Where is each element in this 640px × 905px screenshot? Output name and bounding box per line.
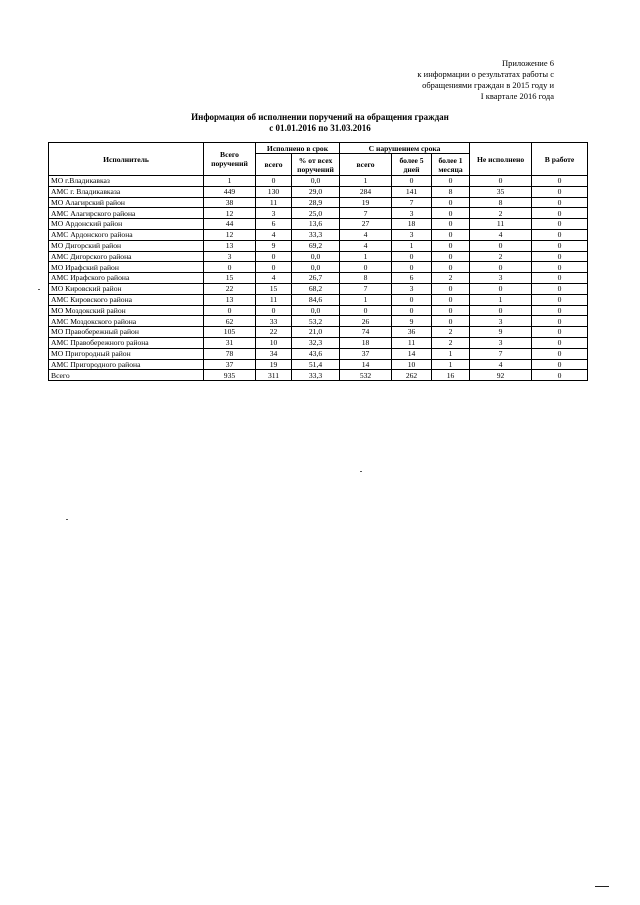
- cell-over-1-month: 0: [432, 251, 470, 262]
- cell-total-orders: 13: [204, 294, 256, 305]
- cell-not-executed: 3: [470, 273, 532, 284]
- cell-in-progress: 0: [532, 208, 588, 219]
- header-violation: С нарушением срока: [340, 143, 470, 154]
- cell-on-time-total: 10: [256, 337, 292, 348]
- cell-over-1-month: 0: [432, 208, 470, 219]
- cell-on-time-percent: 0,0: [292, 251, 340, 262]
- cell-in-progress: 0: [532, 262, 588, 273]
- cell-total-orders: 449: [204, 186, 256, 197]
- cell-over-1-month: 0: [432, 305, 470, 316]
- cell-over-1-month: 8: [432, 186, 470, 197]
- cell-on-time-total: 3: [256, 208, 292, 219]
- header-violation-total: всего: [340, 154, 392, 176]
- cell-on-time-percent: 28,9: [292, 197, 340, 208]
- cell-on-time-total: 4: [256, 273, 292, 284]
- cell-on-time-percent: 0,0: [292, 176, 340, 187]
- cell-on-time-total: 0: [256, 305, 292, 316]
- table-row: [49, 240, 588, 251]
- cell-on-time-total: 0: [256, 251, 292, 262]
- cell-in-progress: 0: [532, 305, 588, 316]
- cell-in-progress: 0: [532, 327, 588, 338]
- cell-not-executed: 9: [470, 327, 532, 338]
- cell-over-5-days: 141: [392, 186, 432, 197]
- cell-executor: МО Алагирский район: [49, 197, 204, 208]
- cell-over-5-days: 11: [392, 337, 432, 348]
- cell-violation-total: 37: [340, 348, 392, 359]
- cell-in-progress: 0: [532, 219, 588, 230]
- cell-total-orders: 15: [204, 273, 256, 284]
- cell-total-orders: 935: [204, 370, 256, 381]
- cell-over-5-days: 36: [392, 327, 432, 338]
- title-line-1: Информация об исполнении поручений на обращения граждан: [191, 112, 449, 122]
- cell-not-executed: 92: [470, 370, 532, 381]
- cell-not-executed: 2: [470, 251, 532, 262]
- cell-violation-total: 18: [340, 337, 392, 348]
- header-over-5-days: более 5 дней: [392, 154, 432, 176]
- table-row: [49, 197, 588, 208]
- cell-on-time-total: 130: [256, 186, 292, 197]
- cell-over-5-days: 1: [392, 240, 432, 251]
- cell-total-orders: 0: [204, 305, 256, 316]
- cell-executor: АМС Алагирского района: [49, 208, 204, 219]
- cell-violation-total: 27: [340, 219, 392, 230]
- header-total-orders: Всего поручений: [204, 143, 256, 176]
- table-row: [49, 283, 588, 294]
- table-row: [49, 305, 588, 316]
- table-row: [49, 251, 588, 262]
- cell-over-1-month: 0: [432, 262, 470, 273]
- cell-over-5-days: 18: [392, 219, 432, 230]
- cell-violation-total: 26: [340, 316, 392, 327]
- table-row: [49, 348, 588, 359]
- cell-over-5-days: 14: [392, 348, 432, 359]
- cell-in-progress: 0: [532, 370, 588, 381]
- report-table-body: [49, 176, 588, 381]
- cell-executor: АМС Дигорского района: [49, 251, 204, 262]
- cell-on-time-percent: 43,6: [292, 348, 340, 359]
- header-in-progress: В работе: [532, 143, 588, 176]
- cell-over-1-month: 2: [432, 337, 470, 348]
- cell-total-orders: 44: [204, 219, 256, 230]
- cell-on-time-percent: 84,6: [292, 294, 340, 305]
- cell-over-1-month: 2: [432, 327, 470, 338]
- cell-in-progress: 0: [532, 273, 588, 284]
- cell-not-executed: 1: [470, 294, 532, 305]
- table-row: [49, 219, 588, 230]
- cell-on-time-percent: 29,0: [292, 186, 340, 197]
- cell-executor: АМС Правобережного района: [49, 337, 204, 348]
- cell-not-executed: 11: [470, 219, 532, 230]
- table-row: [49, 273, 588, 284]
- cell-over-1-month: 0: [432, 294, 470, 305]
- cell-in-progress: 0: [532, 197, 588, 208]
- cell-not-executed: 4: [470, 359, 532, 370]
- cell-executor: АМС Пригородного района: [49, 359, 204, 370]
- cell-not-executed: 0: [470, 240, 532, 251]
- cell-in-progress: 0: [532, 359, 588, 370]
- cell-on-time-total: 33: [256, 316, 292, 327]
- cell-total-orders: 62: [204, 316, 256, 327]
- appendix-header: [354, 58, 554, 102]
- cell-violation-total: 19: [340, 197, 392, 208]
- cell-on-time-total: 11: [256, 197, 292, 208]
- scan-speck: [66, 519, 68, 520]
- cell-over-1-month: 0: [432, 197, 470, 208]
- cell-on-time-total: 9: [256, 240, 292, 251]
- cell-total-orders: 0: [204, 262, 256, 273]
- cell-on-time-percent: 33,3: [292, 229, 340, 240]
- header-over-1-month: более 1 месяца: [432, 154, 470, 176]
- cell-not-executed: 4: [470, 229, 532, 240]
- cell-over-5-days: 0: [392, 176, 432, 187]
- cell-over-5-days: 10: [392, 359, 432, 370]
- cell-violation-total: 1: [340, 294, 392, 305]
- report-table: [48, 142, 588, 381]
- cell-violation-total: 4: [340, 240, 392, 251]
- cell-in-progress: 0: [532, 283, 588, 294]
- cell-executor: МО Кировский район: [49, 283, 204, 294]
- cell-over-1-month: 2: [432, 273, 470, 284]
- cell-not-executed: 0: [470, 305, 532, 316]
- cell-on-time-percent: 13,6: [292, 219, 340, 230]
- scan-speck: [360, 471, 362, 472]
- header-on-time-total: всего: [256, 154, 292, 176]
- cell-executor: МО Дигорский район: [49, 240, 204, 251]
- cell-total-orders: 1: [204, 176, 256, 187]
- title-line-2: с 01.01.2016 по 31.03.2016: [269, 123, 371, 133]
- cell-in-progress: 0: [532, 229, 588, 240]
- cell-over-1-month: 0: [432, 240, 470, 251]
- cell-on-time-total: 19: [256, 359, 292, 370]
- cell-on-time-percent: 21,0: [292, 327, 340, 338]
- cell-on-time-total: 15: [256, 283, 292, 294]
- cell-in-progress: 0: [532, 316, 588, 327]
- table-row: [49, 327, 588, 338]
- cell-violation-total: 0: [340, 262, 392, 273]
- cell-over-1-month: 0: [432, 283, 470, 294]
- cell-on-time-percent: 26,7: [292, 273, 340, 284]
- cell-on-time-percent: 25,0: [292, 208, 340, 219]
- cell-over-5-days: 0: [392, 294, 432, 305]
- cell-executor: АМС Ирафского района: [49, 273, 204, 284]
- cell-on-time-percent: 33,3: [292, 370, 340, 381]
- cell-violation-total: 0: [340, 305, 392, 316]
- cell-total-orders: 31: [204, 337, 256, 348]
- table-row: [49, 337, 588, 348]
- cell-on-time-total: 22: [256, 327, 292, 338]
- scan-mark: [595, 886, 609, 887]
- appendix-line: Приложение 6: [502, 58, 554, 68]
- cell-in-progress: 0: [532, 251, 588, 262]
- cell-on-time-percent: 68,2: [292, 283, 340, 294]
- cell-executor: МО Правобережный район: [49, 327, 204, 338]
- cell-over-1-month: 0: [432, 229, 470, 240]
- cell-over-5-days: 9: [392, 316, 432, 327]
- cell-not-executed: 8: [470, 197, 532, 208]
- cell-on-time-total: 11: [256, 294, 292, 305]
- table-row: [49, 176, 588, 187]
- cell-not-executed: 7: [470, 348, 532, 359]
- table-row: [49, 229, 588, 240]
- cell-on-time-total: 4: [256, 229, 292, 240]
- cell-on-time-total: 311: [256, 370, 292, 381]
- table-row: [49, 294, 588, 305]
- cell-executor: АМС Ардонского района: [49, 229, 204, 240]
- cell-on-time-percent: 0,0: [292, 305, 340, 316]
- cell-on-time-percent: 69,2: [292, 240, 340, 251]
- cell-on-time-percent: 32,3: [292, 337, 340, 348]
- cell-over-5-days: 262: [392, 370, 432, 381]
- cell-total-orders: 105: [204, 327, 256, 338]
- cell-not-executed: 0: [470, 283, 532, 294]
- cell-on-time-total: 0: [256, 262, 292, 273]
- cell-over-5-days: 6: [392, 273, 432, 284]
- cell-on-time-total: 34: [256, 348, 292, 359]
- header-not-executed: Не исполнено: [470, 143, 532, 176]
- cell-executor: МО Пригородный район: [49, 348, 204, 359]
- cell-total-orders: 13: [204, 240, 256, 251]
- cell-violation-total: 7: [340, 208, 392, 219]
- appendix-line: обращениями граждан в 2015 году и: [422, 80, 554, 90]
- cell-not-executed: 3: [470, 316, 532, 327]
- cell-violation-total: 532: [340, 370, 392, 381]
- cell-total-orders: 3: [204, 251, 256, 262]
- cell-executor: АМС Моздокского района: [49, 316, 204, 327]
- cell-over-5-days: 3: [392, 208, 432, 219]
- cell-violation-total: 8: [340, 273, 392, 284]
- cell-executor: МО Ирафский район: [49, 262, 204, 273]
- cell-in-progress: 0: [532, 176, 588, 187]
- cell-over-5-days: 0: [392, 262, 432, 273]
- cell-executor: МО Ардонский район: [49, 219, 204, 230]
- cell-on-time-percent: 0,0: [292, 262, 340, 273]
- cell-not-executed: 3: [470, 337, 532, 348]
- cell-over-1-month: 16: [432, 370, 470, 381]
- cell-over-1-month: 0: [432, 176, 470, 187]
- cell-on-time-percent: 51,4: [292, 359, 340, 370]
- cell-in-progress: 0: [532, 348, 588, 359]
- cell-over-5-days: 3: [392, 283, 432, 294]
- cell-violation-total: 1: [340, 251, 392, 262]
- table-row: [49, 208, 588, 219]
- cell-not-executed: 0: [470, 176, 532, 187]
- cell-over-5-days: 7: [392, 197, 432, 208]
- cell-over-1-month: 1: [432, 348, 470, 359]
- cell-over-1-month: 0: [432, 316, 470, 327]
- cell-in-progress: 0: [532, 337, 588, 348]
- cell-over-5-days: 0: [392, 251, 432, 262]
- header-on-time: Исполнено в срок: [256, 143, 340, 154]
- cell-executor: АМС Кировского района: [49, 294, 204, 305]
- appendix-line: I квартале 2016 года: [480, 91, 554, 101]
- cell-total-orders: 78: [204, 348, 256, 359]
- cell-total-orders: 12: [204, 229, 256, 240]
- cell-executor: МО г.Владикавказ: [49, 176, 204, 187]
- cell-executor: Всего: [49, 370, 204, 381]
- cell-not-executed: 2: [470, 208, 532, 219]
- cell-not-executed: 0: [470, 262, 532, 273]
- table-row: [49, 262, 588, 273]
- cell-on-time-total: 6: [256, 219, 292, 230]
- cell-violation-total: 7: [340, 283, 392, 294]
- cell-violation-total: 1: [340, 176, 392, 187]
- scan-speck: [38, 289, 40, 290]
- cell-in-progress: 0: [532, 240, 588, 251]
- cell-executor: АМС г. Владикавказа: [49, 186, 204, 197]
- document-title: [0, 112, 640, 134]
- table-row: [49, 316, 588, 327]
- cell-over-1-month: 0: [432, 219, 470, 230]
- cell-over-1-month: 1: [432, 359, 470, 370]
- appendix-line: к информации о результатах работы с: [417, 69, 554, 79]
- cell-total-orders: 22: [204, 283, 256, 294]
- cell-total-orders: 37: [204, 359, 256, 370]
- cell-in-progress: 0: [532, 186, 588, 197]
- cell-violation-total: 14: [340, 359, 392, 370]
- table-row: [49, 359, 588, 370]
- cell-violation-total: 284: [340, 186, 392, 197]
- cell-total-orders: 38: [204, 197, 256, 208]
- cell-over-5-days: 0: [392, 305, 432, 316]
- cell-executor: МО Моздокский район: [49, 305, 204, 316]
- cell-in-progress: 0: [532, 294, 588, 305]
- header-executor: Исполнитель: [49, 143, 204, 176]
- cell-on-time-percent: 53,2: [292, 316, 340, 327]
- cell-over-5-days: 3: [392, 229, 432, 240]
- table-total-row: [49, 370, 588, 381]
- cell-violation-total: 4: [340, 229, 392, 240]
- cell-violation-total: 74: [340, 327, 392, 338]
- header-on-time-percent: % от всех поручений: [292, 154, 340, 176]
- cell-not-executed: 35: [470, 186, 532, 197]
- table-row: [49, 186, 588, 197]
- cell-on-time-total: 0: [256, 176, 292, 187]
- cell-total-orders: 12: [204, 208, 256, 219]
